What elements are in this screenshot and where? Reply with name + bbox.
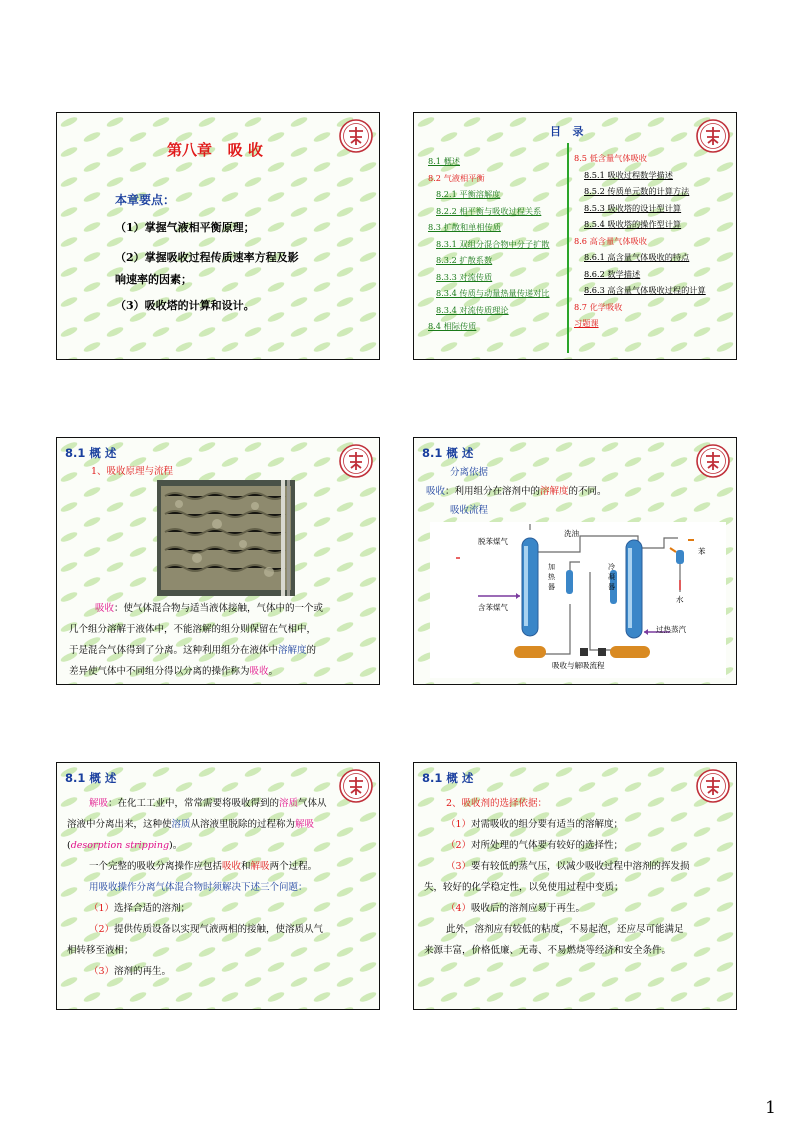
slide-title: 8.1 概 述 bbox=[65, 771, 117, 785]
diagram-label-inlet: 含苯煤气 bbox=[478, 603, 508, 612]
diagram-label-steam: 过热蒸汽 bbox=[656, 625, 686, 634]
toc-divider bbox=[567, 143, 569, 353]
toc-link[interactable]: 8.3 扩散和单相传质 bbox=[428, 222, 501, 232]
toc-link[interactable]: 8.3.3 对流传质 bbox=[436, 271, 493, 282]
toc-link[interactable]: 8.6.2 数学描述 bbox=[584, 268, 641, 279]
key-point-2: （2）掌握吸收过程传质速率方程及影 bbox=[115, 251, 299, 264]
page-number: 1 bbox=[765, 1098, 776, 1118]
diagram-label-water: 水 bbox=[676, 595, 684, 604]
slide-overview-solvent-selection bbox=[413, 762, 737, 1010]
toc-link[interactable]: 8.1 概述 bbox=[428, 156, 460, 166]
absorption-definition: 吸收：使气体混合物与适当液体接触，气体中的一个或 几个组分溶解于液体中，不能溶解的组分则保留在气相中， 于是混合气体得到了分离。这种利用组分在液体中溶解度的 差异使气体中不同组分得以分离的操作称为吸收。 bbox=[69, 603, 324, 677]
separation-basis-heading: 分离依据 bbox=[450, 467, 489, 478]
desorption-text: 解吸：在化工工业中，常常需要将吸收得到的溶质气体从 溶液中分离出来，这种使溶质从溶液里脱除的过程称为解吸 (desorption stripping)。 一个完整的吸收分离操作应包括吸收和解吸两个过程。 用吸收操作分离气体混合物时须解决下述三个问题： （1）选择合适的溶剂； （2）提供传质设备以实现气液两相的接触，使溶质从气 相转移至液相； （3）溶剂的再生。 bbox=[67, 798, 327, 977]
diagram-label-benzene: 苯 bbox=[698, 547, 706, 556]
toc-link[interactable]: 8.2 气液相平衡 bbox=[428, 172, 485, 183]
slide-overview-desorption bbox=[56, 762, 380, 1010]
toc-link[interactable]: 8.5.1 吸收过程数学描述 bbox=[584, 169, 673, 180]
chapter-title: 第八章 吸 收 bbox=[167, 141, 263, 159]
toc-link[interactable]: 8.5 低含量气体吸收 bbox=[574, 153, 647, 163]
slide-title: 8.1 概 述 bbox=[65, 446, 117, 460]
solvent-selection-text: 2、吸收剂的选择依据： （1）对需吸收的组分要有适当的溶解度； （2）对所处理的气体要有较好的选择性； （3）要有较低的蒸气压，以减少吸收过程中溶剂的挥发损 失，较好的化学稳定性，以免使用过程中变质； （4）吸收后的溶剂应易于再生。 此外，溶剂应有较低的粘度，不易起泡，还应尽可能满足 来源丰富，价格低廉、无毒、不易燃烧等经济和安全条件。 bbox=[424, 798, 690, 956]
toc-link[interactable]: 8.3.4 对流传质理论 bbox=[436, 304, 509, 315]
toc-link[interactable]: 8.5.3 吸收塔的设计型计算 bbox=[584, 202, 682, 213]
key-point-1: （1）掌握气液相平衡原理； bbox=[115, 221, 255, 234]
toc-link[interactable]: 8.3.2 扩散系数 bbox=[436, 255, 493, 265]
toc-left-column bbox=[428, 153, 550, 335]
slide-table-of-contents bbox=[413, 112, 737, 360]
key-point-2-cont: 响速率的因素； bbox=[115, 273, 192, 286]
toc-link[interactable]: 8.6 高含量气体吸收 bbox=[574, 235, 647, 246]
toc-link[interactable]: 8.6.3 高含量气体吸收过程的计算 bbox=[584, 285, 706, 295]
diagram-label-cooler: 冷凝器 bbox=[608, 563, 615, 591]
toc-link[interactable]: 8.2.2 相平衡与吸收过程关系 bbox=[436, 205, 542, 216]
toc-link[interactable]: 习题课 bbox=[574, 318, 599, 328]
toc-link[interactable]: 8.6.1 高含量气体吸收的特点 bbox=[584, 252, 690, 262]
key-point-3: （3）吸收塔的计算和设计。 bbox=[115, 299, 255, 312]
slide-title: 8.1 概 述 bbox=[422, 446, 474, 460]
diagram-label-heater: 加热器 bbox=[548, 563, 555, 591]
slide-subtitle: 1、吸收原理与流程 bbox=[91, 466, 174, 477]
process-flow-heading: 吸收流程 bbox=[450, 505, 489, 516]
toc-link[interactable]: 8.4 相际传质 bbox=[428, 321, 477, 331]
slide-title: 8.1 概 述 bbox=[422, 771, 474, 785]
diagram-label-top-left: 脱苯煤气 bbox=[478, 537, 508, 546]
absorption-tower-photo bbox=[157, 480, 295, 596]
toc-link[interactable]: 8.2.1 平衡溶解度 bbox=[436, 189, 501, 199]
toc-link[interactable]: 8.7 化学吸收 bbox=[574, 301, 623, 312]
toc-link[interactable]: 8.3.1 双组分混合物中分子扩散 bbox=[436, 238, 550, 249]
diagram-caption: 吸收与解吸流程 bbox=[552, 661, 605, 670]
diagram-label-wash-oil: 洗油 bbox=[564, 529, 579, 538]
separation-basis-text: 吸收：利用组分在溶剂中的溶解度的不同。 bbox=[426, 486, 607, 497]
key-points-heading: 本章要点： bbox=[115, 193, 176, 207]
toc-right-column bbox=[574, 150, 706, 332]
toc-link[interactable]: 8.3.4 传质与动量热量传递对比 bbox=[436, 288, 550, 298]
slide-chapter-title bbox=[56, 112, 380, 360]
toc-link[interactable]: 8.5.2 传质单元数的计算方法 bbox=[584, 186, 690, 196]
slide-overview-process bbox=[413, 437, 737, 685]
toc-link[interactable]: 8.5.4 吸收塔的操作型计算 bbox=[584, 219, 682, 229]
toc-title: 目 录 bbox=[550, 125, 584, 138]
slide-overview-principle bbox=[56, 437, 380, 685]
